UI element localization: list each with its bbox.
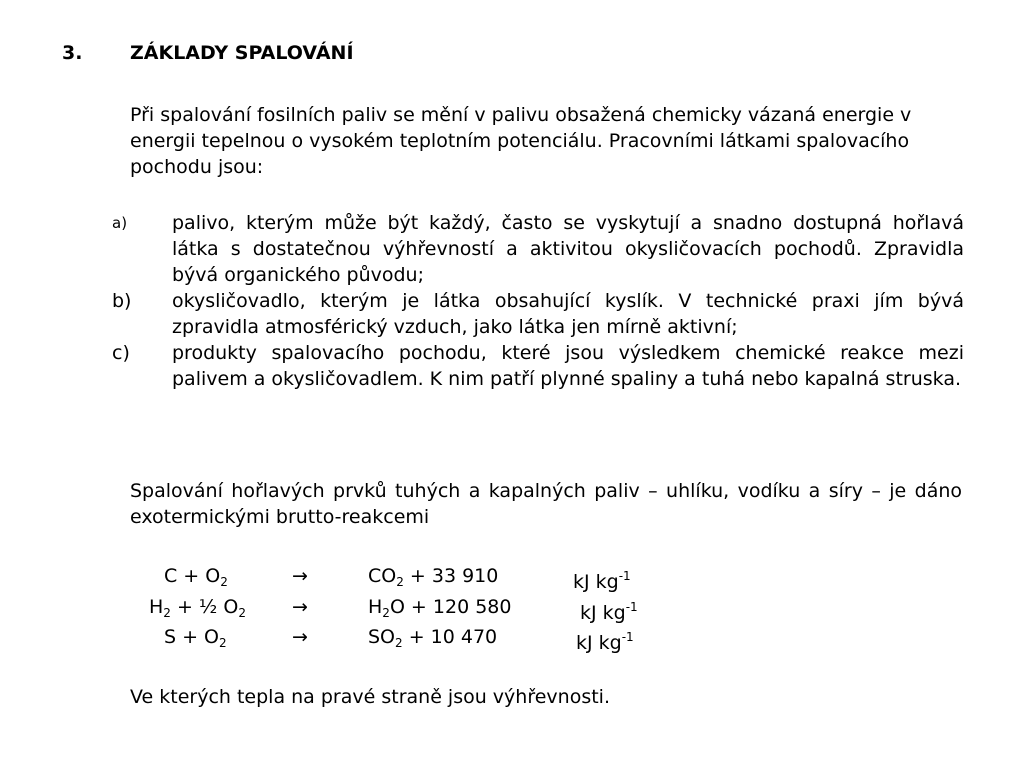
combustion-paragraph: Spalování hořlavých prvků tuhých a kapalných paliv – uhlíku, vodíku a síry – je dáno exotermickými brutto-reakcemi <box>130 480 962 528</box>
list-item <box>112 288 964 340</box>
list-marker: c) <box>112 342 130 364</box>
intro-paragraph: Při spalování fosilních paliv se mění v palivu obsažená chemicky vázaná energie v energii tepelnou o vysokém teplotním potenciálu. Pracovními látkami spalovacího pochodu jsou: <box>130 104 912 178</box>
list-item-text: palivo, kterým může být každý, často se vyskytují a snadno dostupná hořlavá látka s dostatečnou výhřevností a aktivitou okysličovacích pochodů. Zpravidla bývá organického původu; <box>172 212 964 286</box>
list-item <box>112 340 964 392</box>
equation-lhs: $C + O_2$ <box>164 565 228 589</box>
equation-unit: kJ $kg^{-1}$ <box>576 630 634 654</box>
equation-unit: kJ $kg^{-1}$ <box>580 600 638 624</box>
section-heading <box>62 42 354 64</box>
equation-unit: kJ $kg^{-1}$ <box>573 569 631 593</box>
section-number: 3. <box>62 42 83 64</box>
list-marker: b) <box>112 290 132 312</box>
substance-list <box>112 210 964 392</box>
list-item-text: okysličovadlo, kterým je látka obsahující kyslík. V technické praxi jím bývá zpravidla atmosférický vzduch, jako látka jen mírně aktivní; <box>172 290 964 338</box>
equation-lhs: $S + O_2$ <box>164 626 227 650</box>
equation-rhs: $H_2O + 120$ 580 <box>368 596 512 620</box>
equation-rhs: $SO_2 + 10$ 470 <box>368 626 498 650</box>
equation-lhs: $H_2$ + ½ $O_2$ <box>149 596 246 620</box>
list-item-text: produkty spalovacího pochodu, které jsou výsledkem chemické reakce mezi palivem a okysličovadlem. K nim patří plynné spaliny a tuhá nebo kapalná struska. <box>172 342 964 390</box>
equation-rhs: $CO_2 + 33$ 910 <box>368 565 499 589</box>
section-title: ZÁKLADY SPALOVÁNÍ <box>130 42 354 64</box>
closing-paragraph: Ve kterých tepla na pravé straně jsou výhřevnosti. <box>130 686 611 708</box>
list-item <box>112 210 964 288</box>
reaction-arrow: → <box>292 596 308 618</box>
list-marker: a) <box>112 214 128 232</box>
reaction-arrow: → <box>292 626 308 648</box>
reaction-arrow: → <box>292 565 308 587</box>
